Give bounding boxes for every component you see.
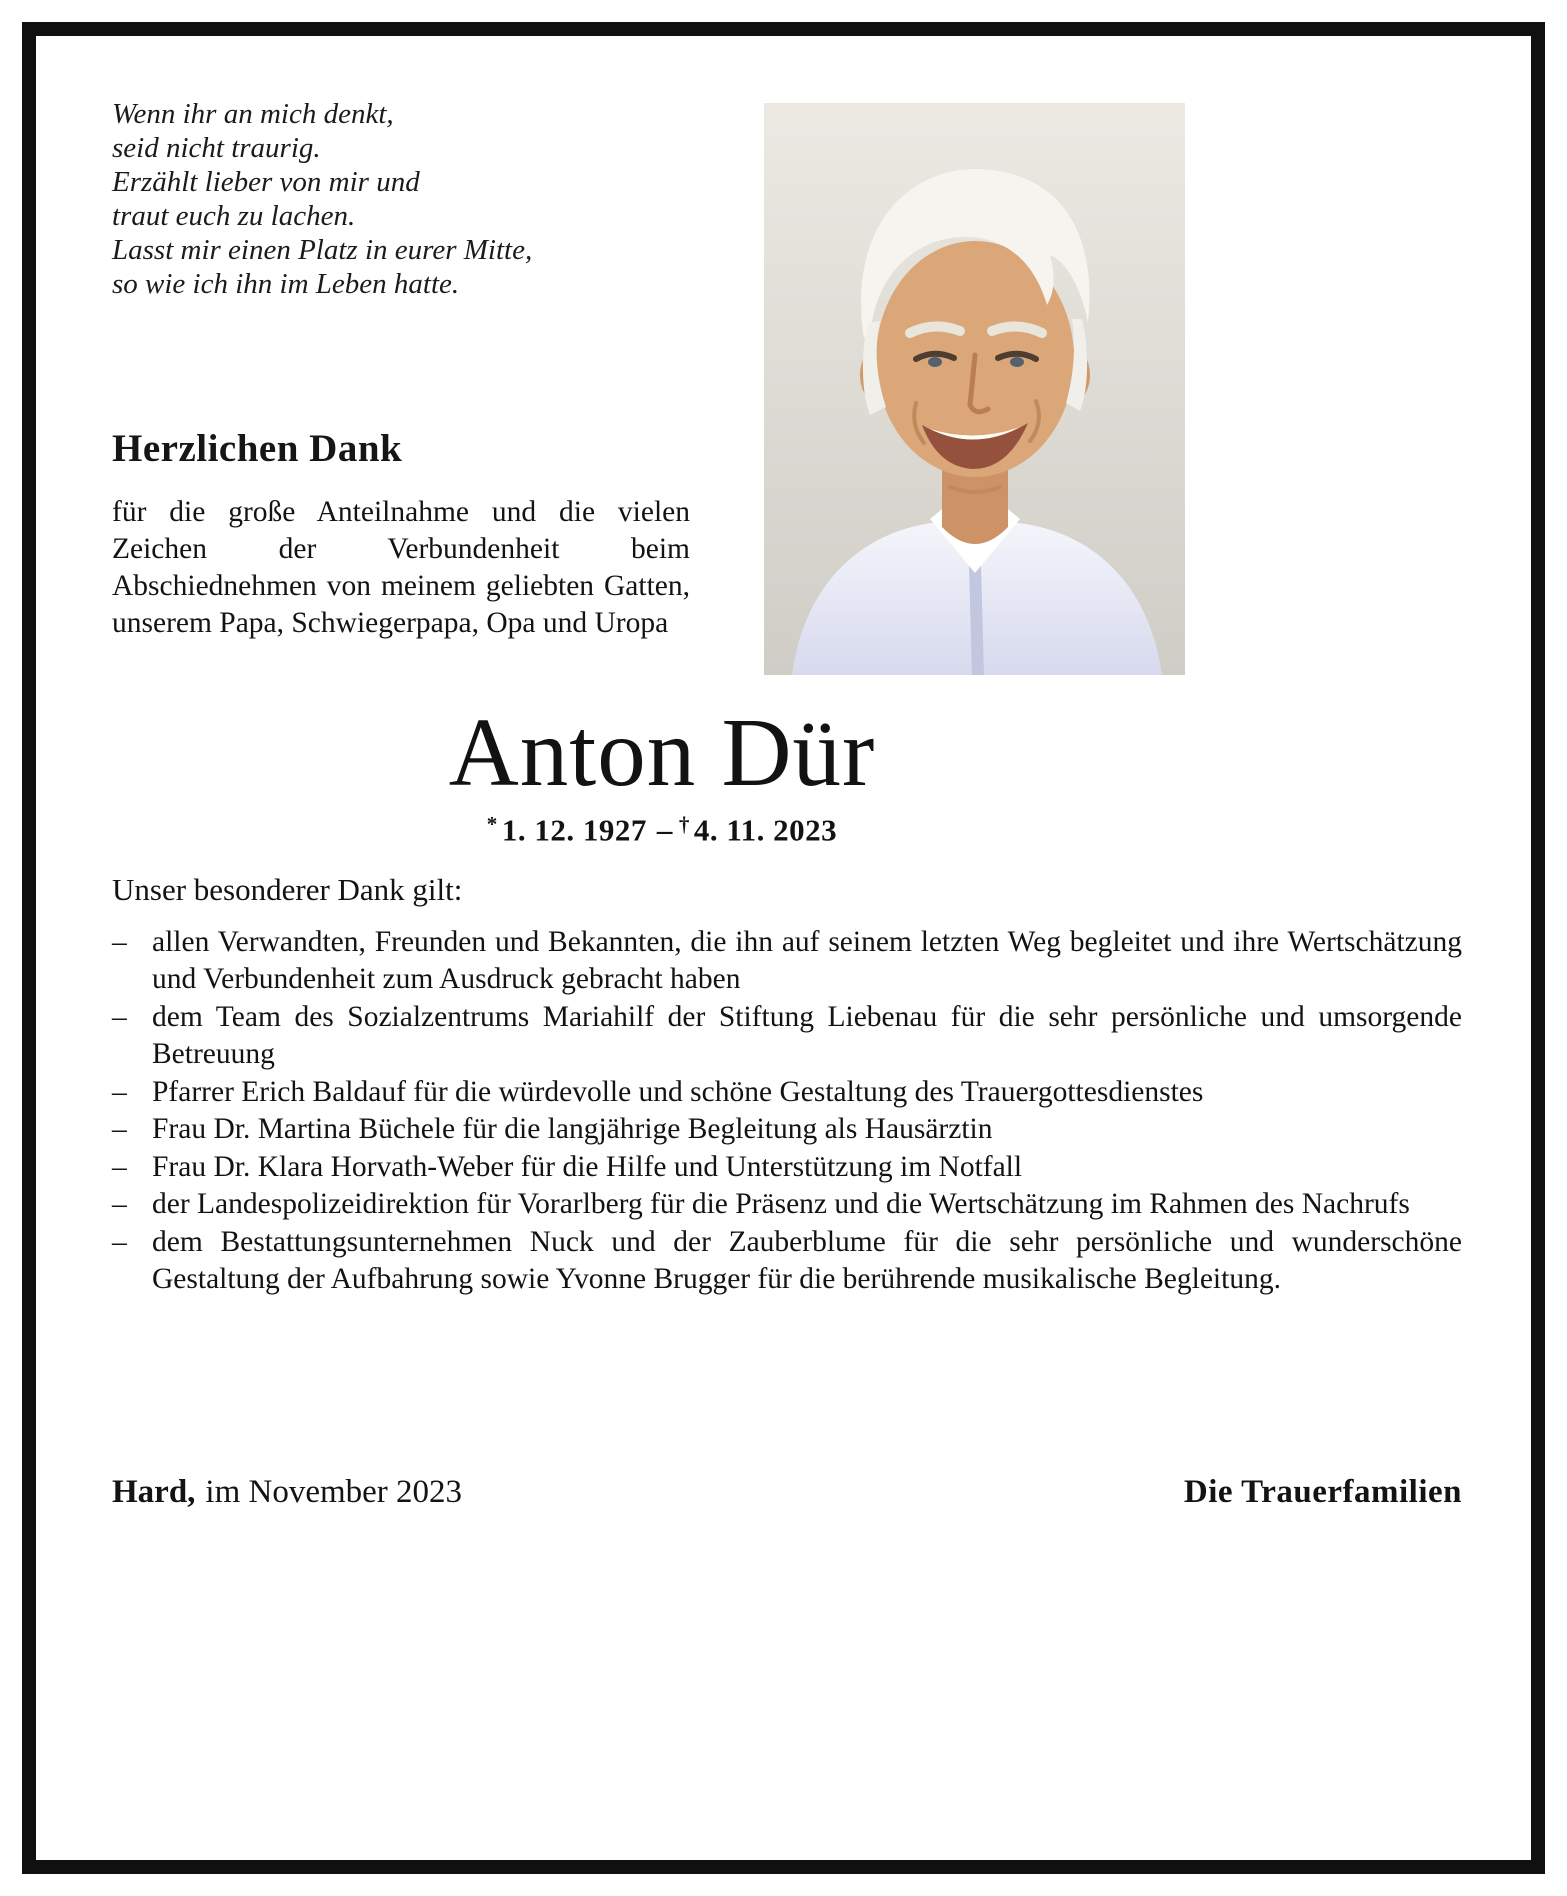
poem-line: traut euch zu lachen. xyxy=(112,199,356,232)
life-dates xyxy=(112,812,1212,848)
deceased-name: Anton Dür xyxy=(448,699,876,806)
deceased-name-block xyxy=(112,699,1212,848)
thanks-list-item xyxy=(112,1186,1462,1223)
thanks-paragraph: für die große Anteilnahme und die vielen Zeichen der Verbundenheit beim Abschiednehmen von meinem geliebten Gatten, unserem Papa, Schwiegerpapa, Opa und Uropa xyxy=(112,496,690,640)
thanks-item-text: dem Bestattungsunternehmen Nuck und der Zauberblume für die sehr persönliche und wunderschöne Gestaltung der Aufbahrung sowie Yvonne Brugger für die berührende musikalische Begleitung. xyxy=(152,1225,1462,1296)
portrait-photo xyxy=(764,103,1185,675)
thanks-list-item xyxy=(112,1149,1462,1186)
death-date: 4. 11. 2023 xyxy=(693,812,838,848)
dash-marker: – xyxy=(112,926,127,958)
dash-marker: – xyxy=(112,1000,127,1033)
thanks-list-item xyxy=(112,1074,1462,1111)
thanks-item-text: Frau Dr. Martina Büchele für die langjährige Begleitung als Hausärztin xyxy=(152,1113,993,1146)
poem-line: so wie ich ihn im Leben hatte. xyxy=(112,267,460,300)
thanks-item-text: Frau Dr. Klara Horvath-Weber für die Hilfe und Unterstützung im Notfall xyxy=(152,1150,1023,1183)
special-thanks-intro: Unser besonderer Dank gilt: xyxy=(112,872,463,907)
thanks-item-text: dem Team des Sozialzentrums Mariahilf der Stiftung Liebenau für die sehr persönliche und umsorgende Betreuung xyxy=(152,1000,1462,1071)
thanks-item-text: Pfarrer Erich Baldauf für die würdevolle und schöne Gestaltung des Trauergottesdienstes xyxy=(152,1075,1204,1108)
dash-marker: – xyxy=(112,1225,127,1258)
footer-date: im November 2023 xyxy=(205,1474,463,1510)
dash-marker: – xyxy=(112,1075,127,1108)
poem-line: Wenn ihr an mich denkt, xyxy=(112,98,394,130)
thanks-list-item xyxy=(112,924,1462,999)
date-separator: – xyxy=(656,812,673,848)
memorial-poem xyxy=(112,98,532,302)
thanks-heading: Herzlichen Dank xyxy=(112,427,403,470)
footer-place-date xyxy=(112,1474,462,1511)
thanks-list-item xyxy=(112,999,1462,1074)
thanks-item-text: allen Verwandten, Freunden und Bekannten, die ihn auf seinem letzten Weg begleitet und ihre Wertschätzung und Verbundenheit zum Ausdruck gebracht haben xyxy=(152,926,1462,996)
portrait-illustration xyxy=(764,103,1185,675)
dash-marker: – xyxy=(112,1113,127,1146)
dash-marker: – xyxy=(112,1188,127,1221)
footer-signature: Die Trauerfamilien xyxy=(1183,1474,1462,1510)
poem-line: Lasst mir einen Platz in eurer Mitte, xyxy=(112,233,533,266)
death-symbol: † xyxy=(678,811,690,836)
birth-date: 1. 12. 1927 xyxy=(501,812,647,848)
thanks-item-text: der Landespolizeidirektion für Vorarlberg für die Präsenz und die Wertschätzung im Rahmen des Nachrufs xyxy=(152,1188,1410,1221)
dash-marker: – xyxy=(112,1150,127,1183)
thanks-list-item xyxy=(112,1111,1462,1148)
special-thanks-list xyxy=(112,924,1462,1299)
poem-line: seid nicht traurig. xyxy=(112,131,321,164)
footer-place: Hard, xyxy=(112,1474,196,1510)
poem-line: Erzählt lieber von mir und xyxy=(112,165,420,198)
footer xyxy=(112,1474,1462,1511)
thanks-list-item xyxy=(112,1224,1462,1299)
birth-symbol: * xyxy=(486,811,498,836)
